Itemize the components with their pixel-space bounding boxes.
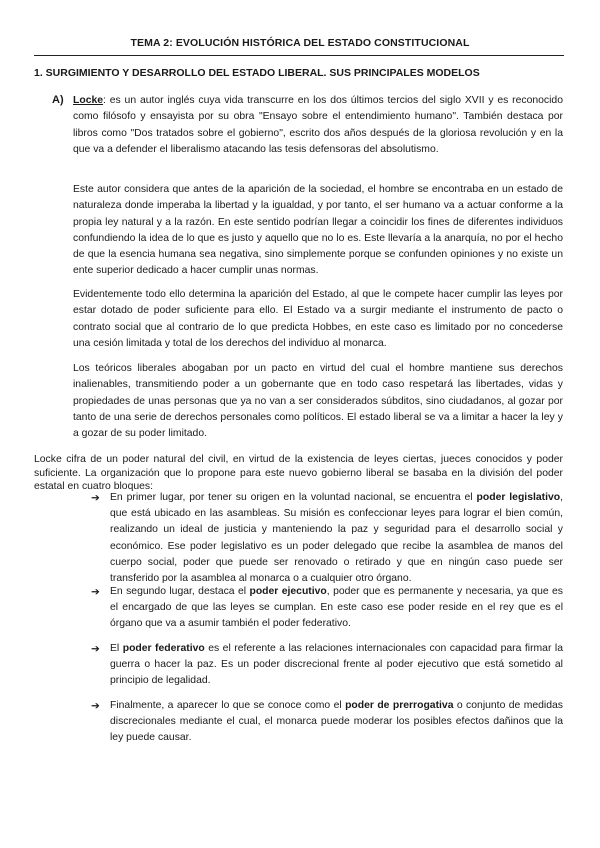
- paragraph-liberal-theorists: Los teóricos liberales abogaban por un pacto en virtud del cual el hombre mantiene sus derechos inalienables, transmitiendo poder a un gobernante que en todo caso respetará las libertades, vidas y propiedades de unas personas que ya no van a ser considerados súbditos, sino ciudadanos, al gozar por tanto de una serie de derechos personales como políticos. El estado liberal se va a limitar a hacer la ley y a gozar de su poder limitado.: [73, 363, 563, 440]
- arrow-bullet-icon: ➔: [91, 643, 100, 655]
- bullet-text-after: , poder que es permanente y necesaria, ya que es el encargado de que las leyes se cumplan. En este caso ese poder reside en el rey que es el órgano que va a asumir también el poder federativo.: [110, 586, 563, 630]
- bullet-prerogative: [110, 698, 563, 747]
- arrow-bullet-icon: ➔: [91, 586, 100, 598]
- bullet-executive: [110, 584, 563, 633]
- bullet-text-after: es el referente a las relaciones internacionales con capacidad para firmar la guerra o hacer la paz. Es un poder discrecional frente al poder ejecutivo que está sometido al principio de legalidad.: [110, 643, 563, 687]
- paragraph-state-emergence: Evidentemente todo ello determina la aparición del Estado, al que le compete hacer cumplir las leyes por estar dotado de poder suficiente para ello. El Estado va a surgir mediante el instrumento de pacto o contrato social que al contrario de lo que predicta Hobbes, en este caso es limitado por no concederse una cesión limitada y total de los derechos del individuo al monarca.: [73, 289, 563, 349]
- section-heading: 1. SURGIMIENTO Y DESARROLLO DEL ESTADO LIBERAL. SUS PRINCIPALES MODELOS: [34, 67, 480, 79]
- locke-label: Locke: [73, 95, 104, 106]
- bullet-text-before: En primer lugar, por tener su origen en la voluntad nacional, se encuentra el: [110, 492, 477, 503]
- bullet-federative: [110, 641, 563, 690]
- bullet-text-before: Finalmente, a aparecer lo que se conoce como el: [110, 700, 346, 711]
- bullet-text-before: El: [110, 643, 123, 654]
- title-underline: [34, 55, 564, 56]
- bullet-text-before: En segundo lugar, destaca el: [110, 586, 250, 597]
- bullet-bold-term: poder ejecutivo: [249, 586, 327, 597]
- paragraph-state-of-nature: Este autor considera que antes de la aparición de la sociedad, el hombre se encontraba en un estado de naturaleza donde imperaba la libertad y la igualdad, y por tanto, el ser humano va a actuar conforme a la propia ley natural y a la razón. En este sentido podrían llegar a coincidir los fines de diferentes individuos confundiendo la idea de lo que es justo y aquello que no lo es. Este llevaría a la anarquía, no por el hecho de que la esencia humana sea negativa, sino simplemente porque se confunden opiniones y no existe un ente superior dedicado a hacer cumplir unas normas.: [73, 184, 563, 277]
- bullet-bold-term: poder legislativo: [476, 492, 561, 503]
- document-title: TEMA 2: EVOLUCIÓN HISTÓRICA DEL ESTADO CONSTITUCIONAL: [130, 37, 470, 49]
- bullet-bold-term: poder de prerrogativa: [345, 700, 454, 711]
- bullet-text-after: , que está ubicado en las asambleas. Su misión es confeccionar leyes para lograr el bien común, realizando un ideal de justicia y manteniendo la paz y seguridad para el desarrollo social y económico. Ese poder legislativo es un poder delegado que recibe la asamblea de manos del cuerpo social, poder que puede ser renovado o retirado y que en ningún caso puede ser transferido por la asamblea al monarca o a cualquier otro órgano.: [110, 492, 564, 585]
- bullet-legislative: [110, 490, 563, 587]
- locke-intro-text: : es un autor inglés cuya vida transcurre en los dos últimos tercios del siglo XVII y es reconocido como filósofo y ensayista por su obra "Ensayo sobre el entendimiento humano". También destaca por libros como "Dos tratados sobre el gobierno", escrito dos años después de la gloriosa revolución y en la que va a defender el liberalismo atacando las tesis defensoras del absolutismo.: [73, 95, 563, 155]
- paragraph-power-division: Locke cifra de un poder natural del civil, en virtud de la existencia de leyes ciertas, jueces conocidos y poder suficiente. La organización que lo propone para este nuevo gobierno liberal se basaba en la división del poder estatal en cuatro bloques:: [34, 454, 563, 493]
- item-marker: A): [52, 94, 64, 106]
- bullet-text-after: o conjunto de medidas discrecionales mediante el cual, el monarca puede moderar los posibles efectos dañinos que la ley puede causar.: [110, 700, 563, 744]
- arrow-bullet-icon: ➔: [91, 700, 100, 712]
- arrow-bullet-icon: ➔: [91, 492, 100, 504]
- bullet-bold-term: poder federativo: [122, 643, 205, 654]
- locke-intro-paragraph: [73, 93, 563, 158]
